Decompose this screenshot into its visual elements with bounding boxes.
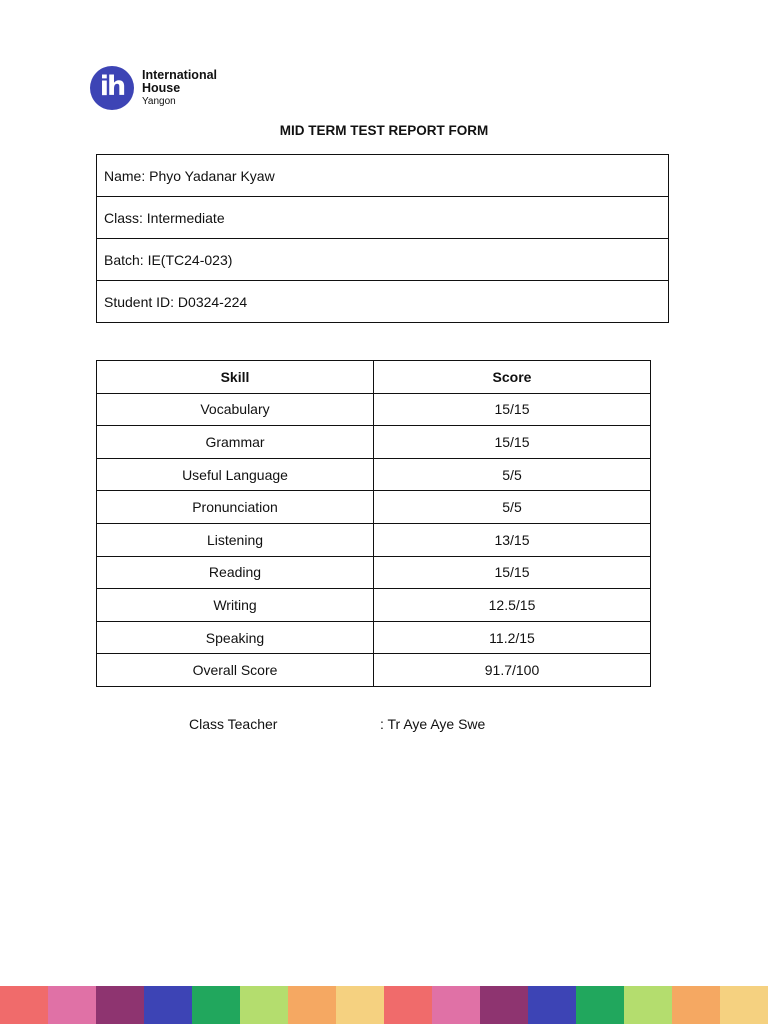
skill-cell: Vocabulary: [97, 393, 374, 426]
color-stripe-footer: [0, 986, 768, 1024]
logo-mark: ih: [90, 66, 134, 110]
color-stripe-segment: [288, 986, 336, 1024]
logo-text: [142, 69, 217, 108]
teacher-name: : Tr Aye Aye Swe: [380, 716, 486, 732]
color-stripe-segment: [240, 986, 288, 1024]
skill-cell: Speaking: [97, 621, 374, 654]
skill-cell: Pronunciation: [97, 491, 374, 524]
table-row: [97, 458, 651, 491]
color-stripe-segment: [432, 986, 480, 1024]
skill-cell: Writing: [97, 589, 374, 622]
logo-line-house: House: [142, 80, 181, 95]
info-row-class: [97, 197, 669, 239]
color-stripe-segment: [480, 986, 528, 1024]
student-id: Student ID: D0324-224: [97, 281, 669, 323]
student-name: Name: Phyo Yadanar Kyaw: [97, 155, 669, 197]
score-cell: 5/5: [374, 491, 651, 524]
score-cell: 15/15: [374, 426, 651, 459]
color-stripe-segment: [624, 986, 672, 1024]
logo-line-international: International: [142, 67, 218, 82]
color-stripe-segment: [144, 986, 192, 1024]
table-row: [97, 393, 651, 426]
logo: [90, 64, 217, 112]
info-row-batch: [97, 239, 669, 281]
info-row-id: [97, 281, 669, 323]
score-header-row: [97, 361, 651, 394]
info-row-name: [97, 155, 669, 197]
table-row: [97, 491, 651, 524]
color-stripe-segment: [96, 986, 144, 1024]
color-stripe-segment: [720, 986, 768, 1024]
page-title: MID TERM TEST REPORT FORM: [279, 123, 489, 138]
score-table: [96, 360, 651, 687]
student-batch: Batch: IE(TC24-023): [97, 239, 669, 281]
color-stripe-segment: [336, 986, 384, 1024]
skill-cell: Useful Language: [97, 458, 374, 491]
score-cell: 15/15: [374, 556, 651, 589]
color-stripe-segment: [528, 986, 576, 1024]
skill-cell: Reading: [97, 556, 374, 589]
score-cell: 12.5/15: [374, 589, 651, 622]
skill-cell: Overall Score: [97, 654, 374, 687]
skill-cell: Listening: [97, 523, 374, 556]
table-row: [97, 654, 651, 687]
table-row: [97, 523, 651, 556]
logo-line-yangon: Yangon: [142, 95, 176, 107]
score-cell: 13/15: [374, 523, 651, 556]
score-header: Score: [374, 361, 651, 394]
color-stripe-segment: [384, 986, 432, 1024]
color-stripe-segment: [192, 986, 240, 1024]
student-class: Class: Intermediate: [97, 197, 669, 239]
table-row: [97, 426, 651, 459]
score-cell: 5/5: [374, 458, 651, 491]
table-row: [97, 556, 651, 589]
color-stripe-segment: [0, 986, 48, 1024]
color-stripe-segment: [48, 986, 96, 1024]
table-row: [97, 621, 651, 654]
score-cell: 15/15: [374, 393, 651, 426]
student-info-table: [96, 154, 669, 323]
score-cell: 11.2/15: [374, 621, 651, 654]
color-stripe-segment: [576, 986, 624, 1024]
score-cell: 91.7/100: [374, 654, 651, 687]
table-row: [97, 589, 651, 622]
skill-cell: Grammar: [97, 426, 374, 459]
skill-header: Skill: [97, 361, 374, 394]
color-stripe-segment: [672, 986, 720, 1024]
teacher-label: Class Teacher: [189, 716, 278, 732]
